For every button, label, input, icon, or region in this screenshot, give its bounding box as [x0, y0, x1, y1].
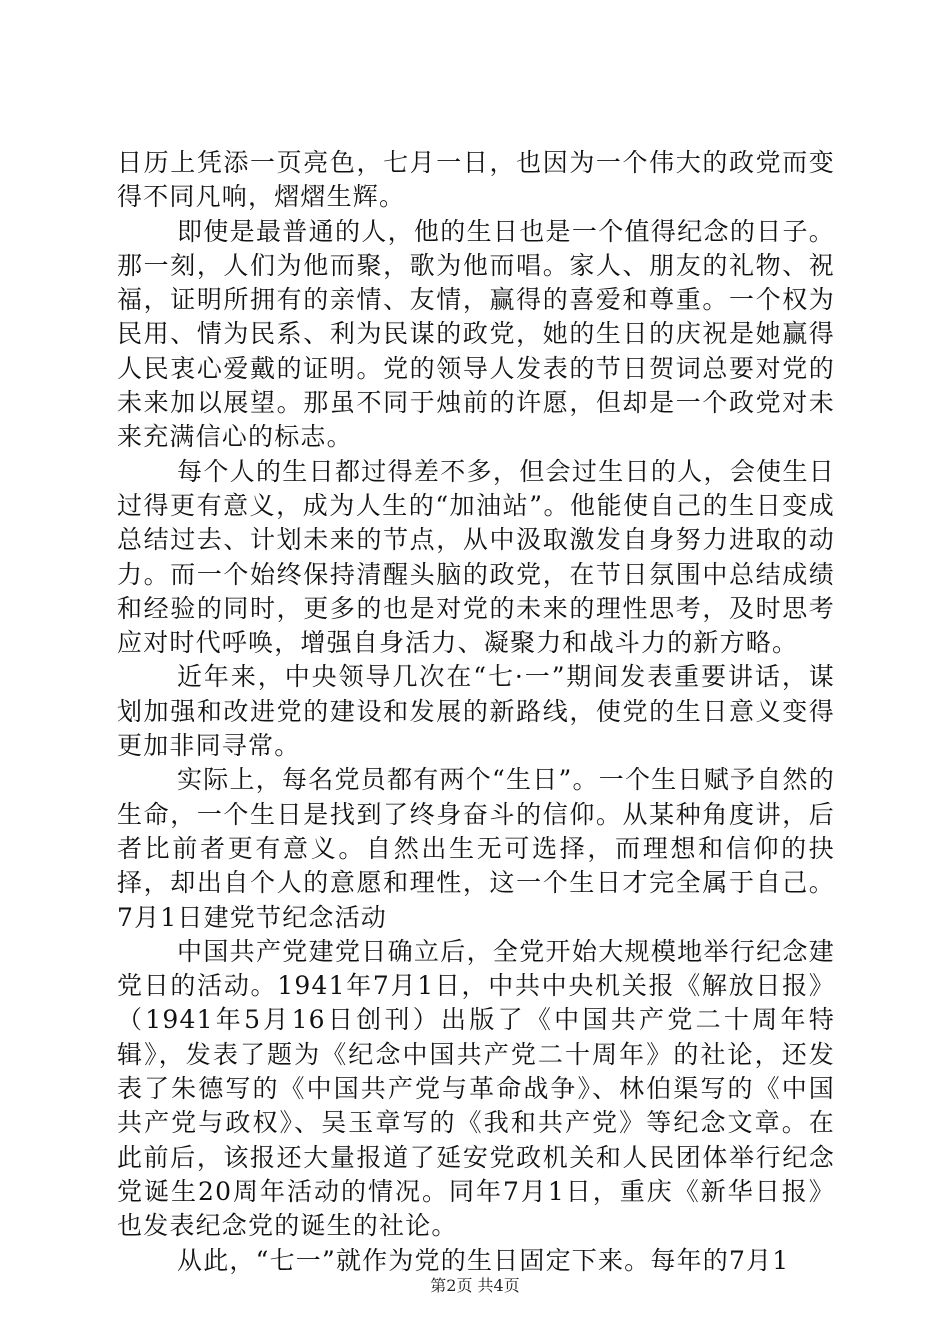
page-number-footer: 第2页 共4页	[430, 1276, 520, 1295]
paragraph-1: 日历上凭添一页亮色，七月一日，也因为一个伟大的政党而变得不同凡响，熠熠生辉。	[117, 148, 835, 212]
paragraph-5: 实际上，每名党员都有两个“生日”。一个生日赋予自然的生命，一个生日是找到了终身奋斗的信仰。从某种角度讲，后者比前者更有意义。自然出生无可选择，而理想和信仰的抉择，却出自个人的意愿和理性，这一个生日才完全属于自己。7月1日建党节纪念活动	[117, 765, 835, 932]
document-body	[117, 146, 835, 1278]
paragraph-4: 近年来，中央领导几次在“七·一”期间发表重要讲话，谋划加强和改进党的建设和发展的新路线，使党的生日意义变得更加非同寻常。	[117, 662, 835, 761]
paragraph-6: 中国共产党建党日确立后，全党开始大规模地举行纪念建党日的活动。1941年7月1日，中共中央机关报《解放日报》（1941年5月16日创刊）出版了《中国共产党二十周年特辑》，发表了题为《纪念中国共产党二十周年》的社论，还发表了朱德写的《中国共产党与革命战争》、林伯渠写的《中国共产党与政权》、吴玉章写的《我和共产党》等纪念文章。在此前后，该报还大量报道了延安党政机关和人民团体举行纪念党诞生20周年活动的情况。同年7月1日，重庆《新华日报》也发表纪念党的诞生的社论。	[117, 936, 835, 1241]
paragraph-3: 每个人的生日都过得差不多，但会过生日的人，会使生日过得更有意义，成为人生的“加油站”。他能使自己的生日变成总结过去、计划未来的节点，从中汲取激发自身努力进取的动力。而一个始终保持清醒头脑的政党，在节日氛围中总结成绩和经验的同时，更多的也是对党的未来的理性思考，及时思考应对时代呼唤，增强自身活力、凝聚力和战斗力的新方略。	[117, 456, 835, 658]
paragraph-2: 即使是最普通的人，他的生日也是一个值得纪念的日子。那一刻，人们为他而聚，歌为他而唱。家人、朋友的礼物、祝福，证明所拥有的亲情、友情，赢得的喜爱和尊重。一个权为民用、情为民系、利为民谋的政党，她的生日的庆祝是她赢得人民衷心爱戴的证明。党的领导人发表的节日贺词总要对党的未来加以展望。那虽不同于烛前的许愿，但却是一个政党对未来充满信心的标志。	[117, 216, 835, 452]
paragraph-7: 从此，“七一”就作为党的生日固定下来。每年的7月1	[177, 1245, 790, 1275]
